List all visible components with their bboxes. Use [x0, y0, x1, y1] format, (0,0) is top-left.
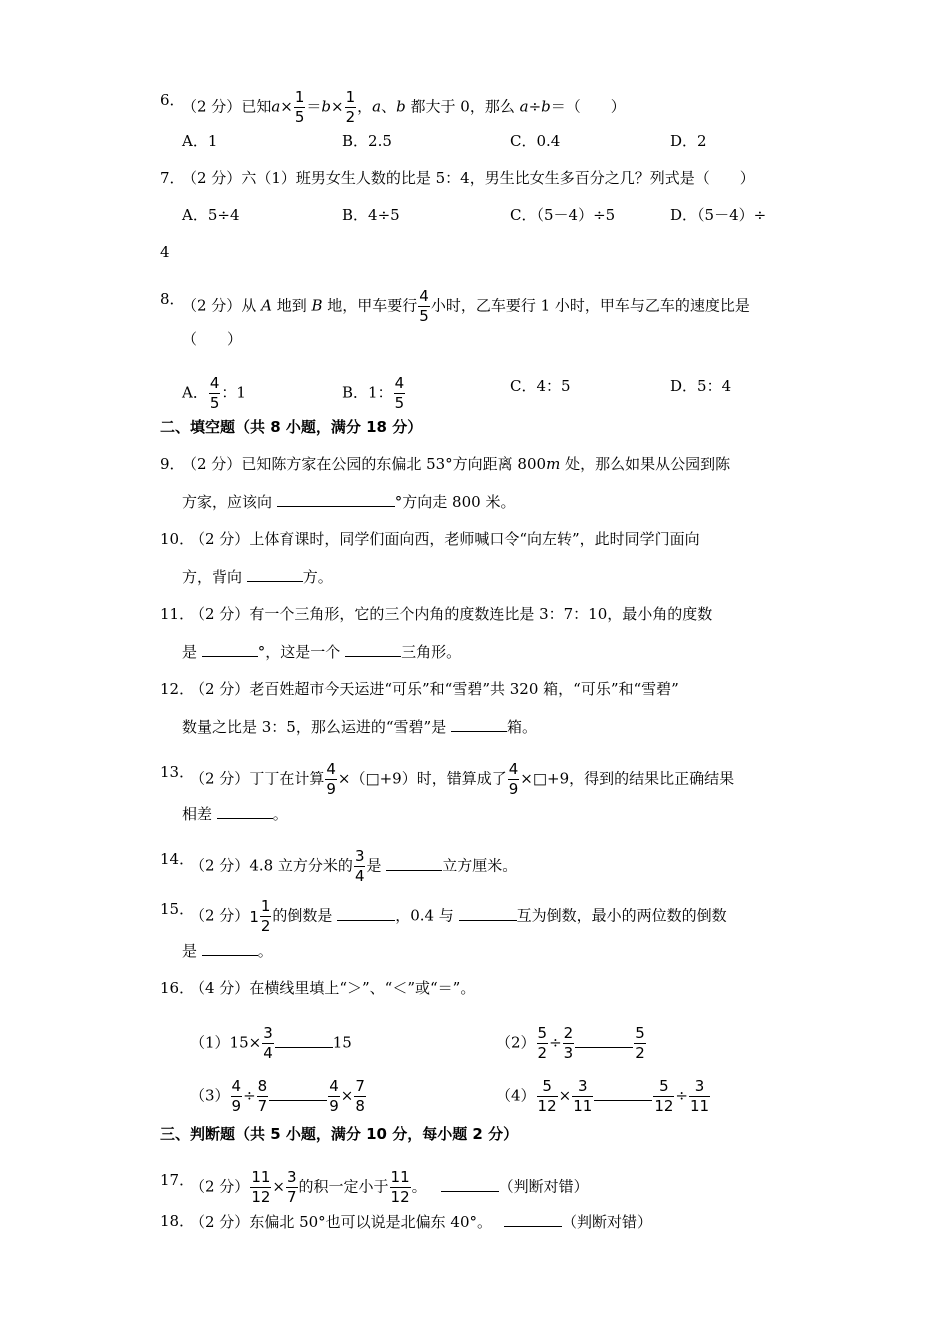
- q8-option-c: C．4：5: [510, 377, 571, 395]
- q16-number: 16．: [160, 979, 195, 997]
- q7-option-d: D．（5－4）÷: [670, 206, 767, 224]
- q8-option-a: A． $\frac{4}{5}$ ：1: [182, 374, 246, 412]
- answer-blank[interactable]: [575, 1032, 633, 1048]
- q7-option-d-wrap: 4: [160, 243, 170, 261]
- q8-number: 8．: [160, 290, 185, 308]
- q11-number: 11．: [160, 605, 195, 623]
- q6-option-c: C．0.4: [510, 132, 561, 150]
- answer-blank[interactable]: [269, 1085, 327, 1101]
- q6-option-b: B．2.5: [342, 132, 392, 150]
- answer-blank[interactable]: [594, 1085, 652, 1101]
- q6-option-d: D．2: [670, 132, 707, 150]
- q7-option-c: C．（5－4）÷5: [510, 206, 616, 224]
- q6-number: 6．: [160, 91, 185, 109]
- q16-part-2: （2） $\frac{5}{2}$ ÷ $\frac{2}{3}$ $\frac{5}{2}$: [496, 1024, 645, 1062]
- q7-option-a: A．5÷4: [182, 206, 240, 224]
- answer-blank[interactable]: [345, 641, 401, 657]
- q7-number: 7．: [160, 169, 185, 187]
- q6-option-a: A．1: [182, 132, 218, 150]
- q12-number: 12．: [160, 680, 195, 698]
- answer-blank[interactable]: [247, 566, 303, 582]
- q18-number: 18．: [160, 1212, 195, 1230]
- q16-part-4: （4） $\frac{5}{12}$ × $\frac{3}{11}$ $\frac{5}{12}$ ÷ $\frac{3}{11}$: [496, 1077, 710, 1115]
- answer-blank[interactable]: [202, 641, 258, 657]
- q9-number: 9．: [160, 455, 185, 473]
- q16-stem: （4 分）在横线里填上“＞”、“＜”或“＝”。: [190, 979, 476, 997]
- q9-stem: （2 分）已知陈方家在公园的东偏北 53°方向距离 800m 处，那么如果从公园到陈: [182, 455, 731, 473]
- q15-stem: （2 分）1 $\frac{1}{2}$ 的倒数是 ，0.4 与 互为倒数，最小的两位数的倒数: [190, 897, 727, 935]
- q16-part-1: （1）15× $\frac{3}{4}$ 15: [190, 1024, 352, 1062]
- q11-stem: （2 分）有一个三角形，它的三个内角的度数连比是 3：7：10，最小角的度数: [190, 605, 713, 623]
- q13-number: 13．: [160, 763, 195, 781]
- answer-blank[interactable]: [504, 1211, 562, 1227]
- q8-stem: （2 分）从 A 地到 B 地，甲车要行 $\frac{4}{5}$ 小时，乙车要行 1 小时，甲车与乙车的速度比是: [182, 287, 750, 325]
- fraction: $\frac{1}{5}$: [294, 88, 305, 126]
- fraction: $\frac{4}{5}$: [419, 287, 429, 325]
- answer-blank[interactable]: [217, 803, 273, 819]
- section-3-title: 三、判断题（共 5 小题，满分 10 分，每小题 2 分）: [160, 1125, 519, 1143]
- q18-stem: （2 分）东偏北 50°也可以说是北偏东 40°。 （判断对错）: [190, 1213, 653, 1231]
- answer-blank[interactable]: [451, 716, 507, 732]
- q8-option-b: B．1： $\frac{4}{5}$: [342, 374, 405, 412]
- q7-option-b: B．4÷5: [342, 206, 400, 224]
- q16-part-3: （3） $\frac{4}{9}$ ÷ $\frac{8}{7}$ $\frac{4}{9}$ × $\frac{7}{8}$: [190, 1077, 365, 1115]
- answer-blank[interactable]: [386, 855, 442, 871]
- q17-stem: （2 分） $\frac{11}{12}$ × $\frac{3}{7}$ 的积一定小于 $\frac{11}{12}$ 。 （判断对错）: [190, 1168, 589, 1206]
- section-2-title: 二、填空题（共 8 小题，满分 18 分）: [160, 418, 423, 436]
- q10-number: 10．: [160, 530, 195, 548]
- answer-blank[interactable]: [275, 1032, 333, 1048]
- answer-blank[interactable]: [459, 905, 517, 921]
- answer-blank[interactable]: [337, 905, 395, 921]
- q13-stem: （2 分）丁丁在计算 $\frac{4}{9}$ ×（□+9）时，错算成了 $\frac{4}{9}$ ×□+9，得到的结果比正确结果: [190, 760, 735, 798]
- q14-stem: （2 分）4.8 立方分米的 $\frac{3}{4}$ 是 立方厘米。: [190, 847, 518, 885]
- q15-number: 15．: [160, 900, 195, 918]
- q12-stem: （2 分）老百姓超市今天运进“可乐”和“雪碧”共 320 箱，“可乐”和“雪碧”: [190, 680, 679, 698]
- q8-answer-paren: （ ）: [182, 330, 243, 348]
- q14-number: 14．: [160, 850, 195, 868]
- answer-blank[interactable]: [277, 491, 395, 507]
- q10-stem: （2 分）上体育课时，同学们面向西，老师喊口令“向左转”，此时同学门面向: [190, 530, 700, 548]
- q6-stem: （2 分）已知a× $\frac{1}{5}$ ＝b× $\frac{1}{2}$ ，a、b 都大于 0，那么 a÷b＝（ ）: [182, 88, 626, 126]
- answer-blank[interactable]: [441, 1176, 499, 1192]
- fraction: $\frac{1}{2}$: [345, 88, 356, 126]
- answer-blank[interactable]: [202, 940, 258, 956]
- q7-stem: （2 分）六（1）班男女生人数的比是 5：4，男生比女生多百分之几？列式是（ ）: [182, 169, 755, 187]
- q6-score: （2 分）: [182, 97, 242, 116]
- q8-option-d: D．5：4: [670, 377, 732, 395]
- q17-number: 17．: [160, 1171, 195, 1189]
